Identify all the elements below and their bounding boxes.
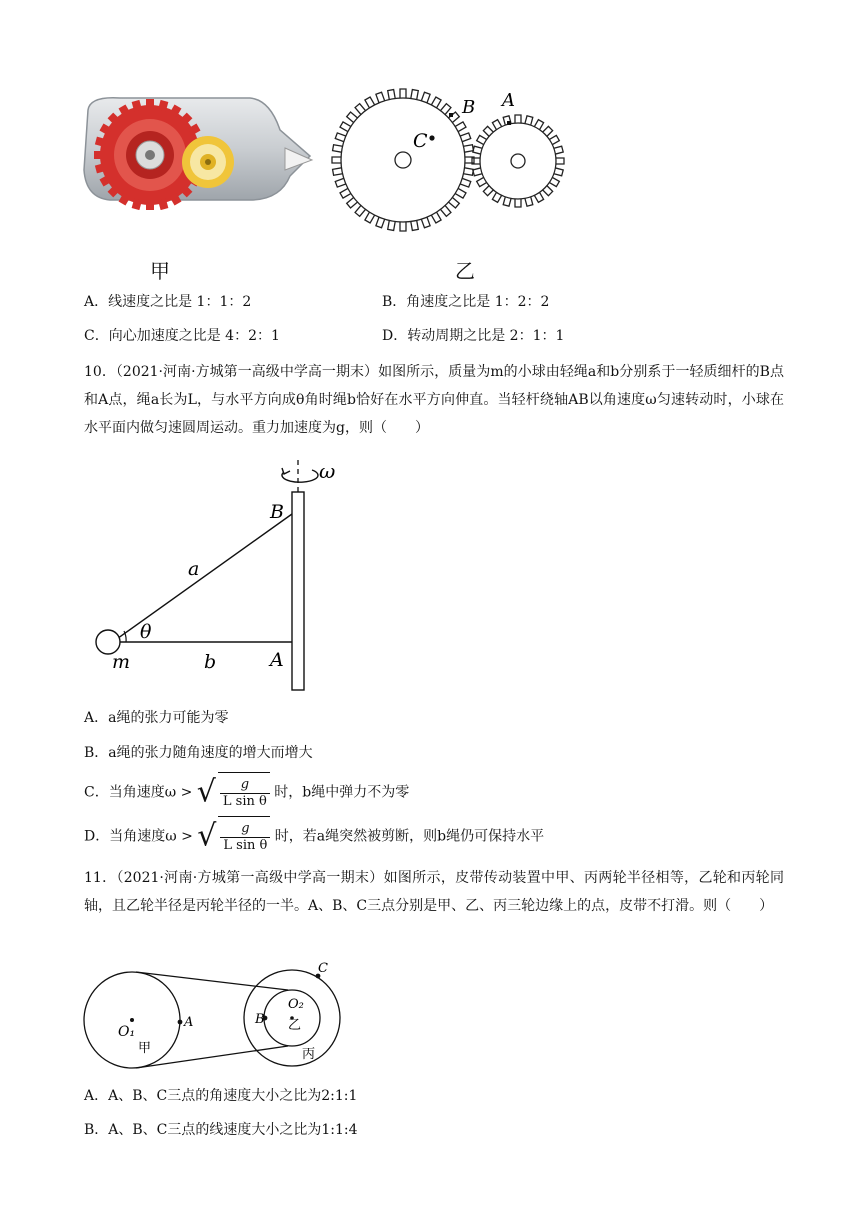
label-a: A (502, 90, 515, 111)
q10-stem: 10．（2021·河南·方城第一高级中学高一期末）如图所示，质量为m的小球由轻绳a和b分别系于一轻质细杆的B点和A点，绳a长为L，与水平方向成θ角时绳b恰好在水平方向伸直。当轻杆绕轴AB以角速度ω匀速转动时，小球在水平面内做匀速圆周运动。重力加速度为g，则（ ） (84, 364, 784, 436)
label-rope-b: b (204, 651, 217, 673)
label-A: A (184, 1015, 194, 1030)
label-m: m (112, 651, 131, 673)
q11-option-a: A．A、B、C三点的角速度大小之比为2:1:1 (84, 1088, 358, 1104)
label-c: C (413, 130, 428, 152)
label-jia: 甲 (138, 1041, 152, 1056)
rod-ball-diagram (84, 458, 364, 698)
label-B: B (270, 501, 284, 523)
label-bing: 丙 (302, 1047, 316, 1062)
q10-option-c-fraction: $\frac{g}{\text{L sin θ}}$ (220, 777, 270, 810)
q10-option-d-pre: D．当角速度ω > (84, 828, 193, 845)
q11-stem: 11．（2021·河南·方城第一高级中学高一期末）如图所示，皮带传动装置中甲、丙两轮半径相等，乙轮和丙轮同轴，且乙轮半径是丙轮半径的一半。A、B、C三点分别是甲、乙、丙三轮边缘上的点，皮带不打滑。则（ ） (84, 870, 784, 914)
q10-option-b: B．a绳的张力随角速度的增大而增大 (84, 745, 313, 761)
caption-jia: 甲 (150, 259, 170, 283)
label-rope-a: a (188, 558, 200, 580)
label-O1: O₁ (118, 1024, 136, 1040)
belt-top (136, 972, 288, 990)
label-yi: 乙 (288, 1018, 302, 1033)
caption-yi: 乙 (455, 259, 475, 283)
q10-option-c-pre: C．当角速度ω > (84, 784, 193, 801)
q9-option-b: B．角速度之比是 1：2：2 (382, 294, 550, 310)
label-b: B (462, 97, 476, 118)
label-O2: O₂ (288, 997, 304, 1012)
q11-option-b: B．A、B、C三点的线速度大小之比为1:1:4 (84, 1122, 358, 1138)
q10-option-c: C．当角速度ω > √ $\frac{g}{\text{L sin θ}}$ 时，b绳中弹力不为零 (84, 772, 409, 813)
light-rod (292, 492, 304, 690)
q9-option-c: C．向心加速度之比是 4：2：1 (84, 328, 280, 344)
tape-dispenser-photo (80, 90, 330, 210)
q10-option-d-post: 时，若a绳突然被剪断，则b绳仍可保持水平 (274, 828, 545, 845)
point-b-dot (449, 113, 453, 117)
belt-drive-diagram (80, 958, 350, 1078)
label-C: C (318, 961, 328, 976)
point-c-dot (429, 135, 434, 140)
point-a-dot (507, 121, 511, 125)
q9-option-a: A．线速度之比是 1：1：2 (84, 294, 252, 310)
label-theta: θ (140, 621, 152, 643)
q10-option-a: A．a绳的张力可能为零 (84, 710, 229, 726)
q10-option-c-post: 时，b绳中弹力不为零 (274, 784, 410, 801)
omega-label: ω (319, 459, 336, 483)
label-A: A (270, 649, 284, 671)
q10-option-d-fraction: $\frac{g}{\text{L sin θ}}$ (220, 821, 270, 854)
point-A (178, 1020, 183, 1025)
label-B: B (255, 1012, 265, 1027)
q10-option-d: D．当角速度ω > √ $\frac{g}{\text{L sin θ}}$ 时，若a绳突然被剪断，则b绳仍可保持水平 (84, 816, 544, 857)
gears-diagram (325, 85, 570, 250)
belt-bottom (136, 1046, 288, 1068)
q9-option-d: D．转动周期之比是 2：1：1 (382, 328, 565, 344)
